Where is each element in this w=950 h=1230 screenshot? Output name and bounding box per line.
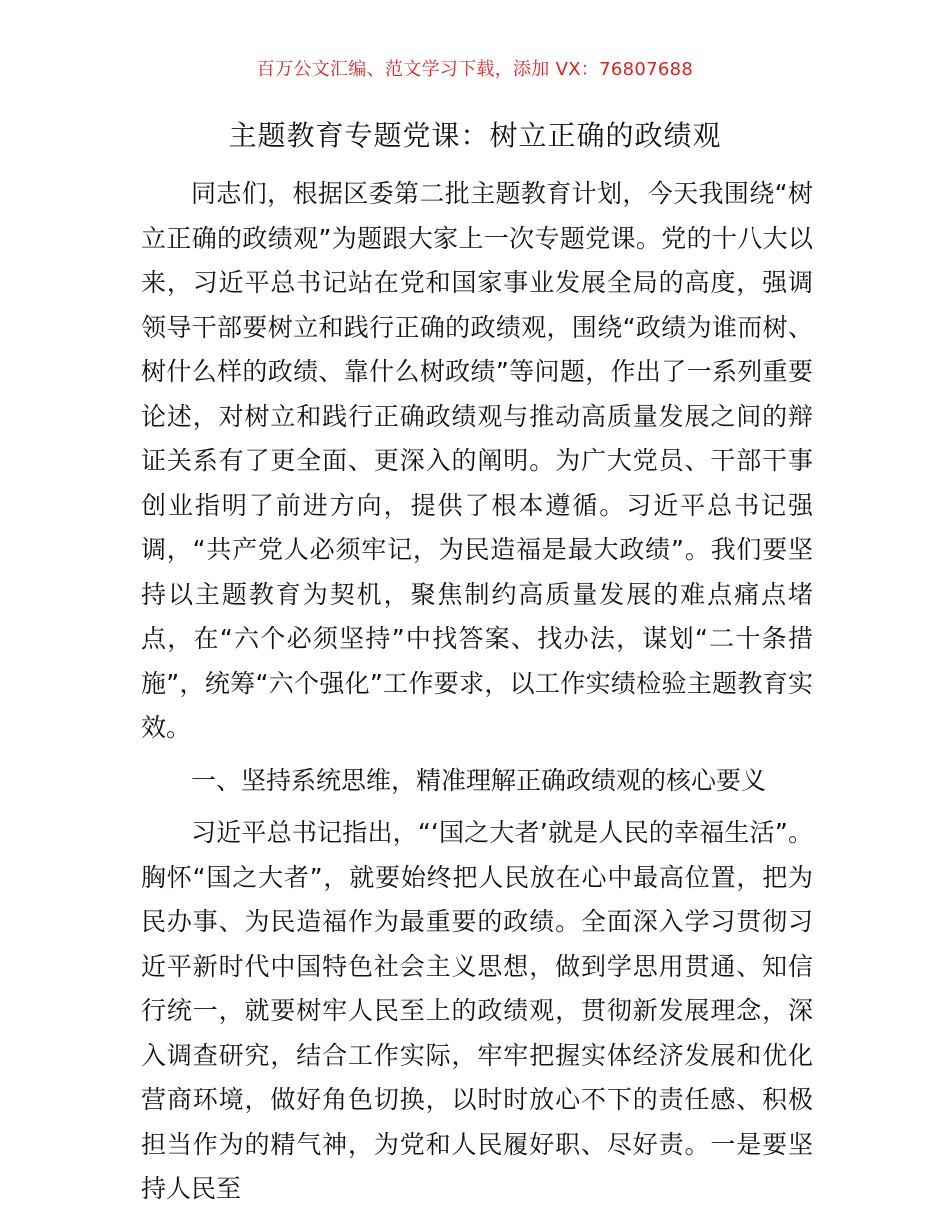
intro-paragraph: 同志们，根据区委第二批主题教育计划，今天我围绕“树立正确的政绩观”为题跟大家上一次专题党课。党的十八大以来，习近平总书记站在党和国家事业发展全局的高度，强调领导干部要树立和践行正确的政绩观，围绕“政绩为谁而树、树什么样的政绩、靠什么树政绩”等问题，作出了一系列重要论述，对树立和践行正确政绩观与推动高质量发展之间的辩证关系有了更全面、更深入的阐明。为广大党员、干部干事创业指明了前进方向，提供了根本遵循。习近平总书记强调，“共产党人必须牢记，为民造福是最大政绩”。我们要坚持以主题教育为契机，聚焦制约高质量发展的难点痛点堵点，在“六个必须坚持”中找答案、找办法，谋划“二十条措施”，统筹“六个强化”工作要求，以工作实绩检验主题教育实效。 [141, 179, 813, 742]
document-body [141, 172, 813, 1212]
header-watermark: 百万公文汇编、范文学习下载，添加 VX：76807688 [256, 59, 694, 80]
section-heading: 一、坚持系统思维，精准理解正确政绩观的核心要义 [191, 765, 767, 795]
section-paragraph: 习近平总书记指出，“‘国之大者’就是人民的幸福生活”。胸怀“国之大者”，就要始终把人民放在心中最高位置，把为民办事、为民造福作为最重要的政绩。全面深入学习贯彻习近平新时代中国特色社会主义思想，做到学思用贯通、知信行统一，就要树牢人民至上的政绩观，贯彻新发展理念，深入调查研究，结合工作实际，牢牢把握实体经济发展和优化营商环境，做好角色切换，以时时放心不下的责任感、积极担当作为的精气神，为党和人民履好职、尽好责。一是要坚持人民至 [141, 818, 813, 1203]
document-title: 主题教育专题党课：树立正确的政绩观 [228, 119, 722, 152]
